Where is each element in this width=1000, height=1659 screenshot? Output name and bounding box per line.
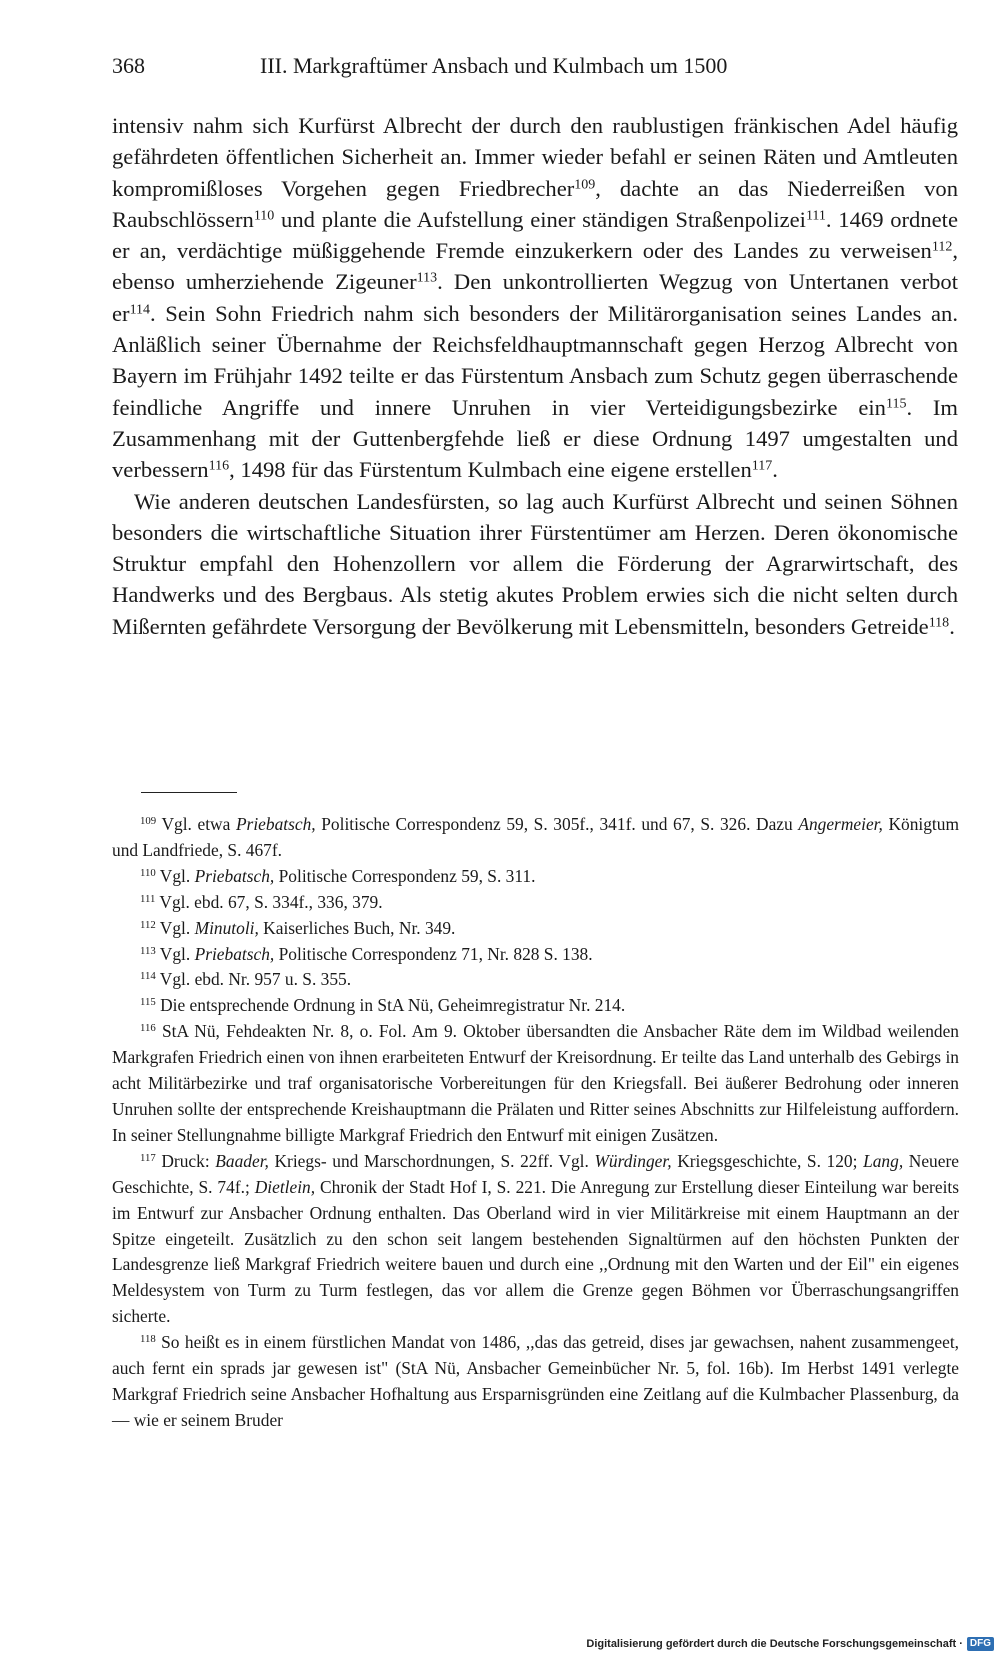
author-name: Angermeier, xyxy=(798,814,883,834)
footnote-number: 115 xyxy=(140,996,156,1009)
author-name: Lang, xyxy=(863,1150,904,1171)
credit-text: Digitalisierung gefördert durch die Deutsche Forschungsgemeinschaft · xyxy=(586,1638,963,1650)
footnote: $^{118}$ So heißt es in einem fürstlichen Mandat von 1486, ,,das das getreid, dises jar gewachsen, nahent zusammengeet, auch fernt ein sprads jar gewesen ist" (StA Nü, Ansbacher Gemeinbücher Nr. 5, fol. 16b). Im Herbst 1491 verlegte Markgraf Friedrich seine Ansbacher Hofhaltung aus Ersparnisgründen eine Zeitlang auf die Kulmbacher Plassenburg, da — wie er seinem Bruder xyxy=(112,1332,959,1430)
footnote-separator xyxy=(141,792,237,793)
footnote-ref[interactable]: 113 xyxy=(416,270,438,286)
main-text xyxy=(112,110,958,642)
footnote-number: 117 xyxy=(140,1151,156,1164)
footnote-ref[interactable]: 111 xyxy=(805,208,826,224)
author-name: Priebatsch, xyxy=(194,865,275,886)
paragraph: Wie anderen deutschen Landesfürsten, so lag auch Kurfürst Albrecht und seinen Söhnen besonders die wirtschaftliche Situation ihrer Fürstentümer am Herzen. Deren ökonomische Struktur empfahl den Hohenzollern vor allem die Förderung der Agrarwirtschaft, des Handwerks und des Bergbaus. Als stetig akutes Problem erwies sich die nicht selten durch Mißernten gefährdete Versorgung der Bevölkerung mit Lebensmitteln, besonders Getreide$^{118}$. xyxy=(112,488,958,639)
footnote-number: 114 xyxy=(140,970,156,983)
footnote-ref[interactable]: 117 xyxy=(751,458,773,474)
digitization-credit xyxy=(586,1633,994,1655)
footnote-number: 112 xyxy=(140,918,156,931)
page-header xyxy=(112,48,960,84)
footnote-ref[interactable]: 109 xyxy=(574,176,596,192)
page-number: 368 xyxy=(112,53,145,78)
footnote: $^{114}$ Vgl. ebd. Nr. 957 u. S. 355. xyxy=(140,969,352,990)
footnote: $^{112}$ Vgl. Minutoli, Kaiserliches Buch, Nr. 349. xyxy=(140,917,456,938)
author-name: Dietlein, xyxy=(254,1176,316,1197)
running-title: III. Markgraftümer Ansbach und Kulmbach um 1500 xyxy=(260,53,728,78)
author-name: Priebatsch, xyxy=(235,814,316,834)
footnote-number: 113 xyxy=(140,944,156,957)
footnote-ref[interactable]: 115 xyxy=(885,395,907,411)
paragraph: intensiv nahm sich Kurfürst Albrecht der durch den raublustigen fränkischen Adel häufig gefährdeten öffentlichen Sicherheit an. Immer wieder befahl er seinen Räten und Amtleuten kompromißloses Vorgehen gegen Friedbrecher$^{109}$, dachte an das Niederreißen von Raubschlössern$^{110}$ und plante die Aufstellung einer ständigen Straßenpolizei$^{111}$. 1469 ordnete er an, verdächtige müßiggehende Fremde einzukerkern oder des Landes zu verweisen$^{112}$, ebenso umherziehende Zigeuner$^{113}$. Den unkontrollierten Wegzug von Untertanen verbot $er^{114}$. Sein Sohn Friedrich nahm sich besonders der Militärorganisation seines Landes an. Anläßlich seiner Übernahme der Reichsfeldhauptmannschaft gegen Herzog Albrecht von Bayern im Frühjahr 1492 teilte er das Fürstentum Ansbach zum Schutz gegen überraschende feindliche Angriffe und innere Unruhen in vier Verteidigungsbezirke ein$^{115}$. Im Zusammenhang mit der Guttenbergfehde ließ er diese Ordnung 1497 umgestalten und verbessern$^{116}$, 1498 für das Fürstentum Kulmbach eine eigene erstellen$^{117}$. xyxy=(112,113,958,483)
footnote-ref[interactable]: 112 xyxy=(931,239,953,255)
footnote-ref[interactable]: 114 xyxy=(129,302,151,318)
footnote: $^{117}$ Druck: Baader, Kriegs- und Marschordnungen, S. 22ff. Vgl. Würdinger, Kriegsgeschichte, S. 120; Lang, Neuere Geschichte, S. 74f.; Dietlein, Chronik der Stadt Hof I, S. 221. Die Anregung zur Erstellung dieser Einteilung war bereits im Entwurf zur Ansbacher Ordnung enthalten. Das Oberland wird in vier Militärkreise mit einem Hauptmann an der Spitze eingeteilt. Zusätzlich zu den schon seit langem bestehenden Signaltürmen auf den höchsten Punkten der Landesgrenze ließ Markgraf Friedrich weitere bauen und durch eine ,,Ordnung mit den Warten und der Eil" ein eigenes Meldesystem von Turm zu Turm festlegen, das vor allem die Grenze gegen Böhmen vor Überraschungsangriffen sicherte. xyxy=(112,1150,960,1327)
footnote: $^{109}$ Vgl. etwa Priebatsch, Politische Correspondenz 59, S. 305f., 341f. und 67, S. 326. Dazu Angermeier, Königtum und Landfriede, S. 467f. xyxy=(112,814,959,860)
footnote-ref[interactable]: 110 xyxy=(253,208,275,224)
footnotes xyxy=(112,812,959,1434)
footnote-number: 111 xyxy=(140,892,156,905)
footnote-ref[interactable]: 118 xyxy=(928,615,950,631)
author-name: Priebatsch, xyxy=(194,943,275,964)
footnote: $^{116}$ StA Nü, Fehdeakten Nr. 8, o. Fol. Am 9. Oktober übersandten die Ansbacher Räte dem im Wildbad weilenden Markgrafen Friedrich einen von ihnen erarbeiteten Entwurf der Kreisordnung. Er teilte das Land unterhalb des Gebirgs in acht Militärbezirke und traf organisatorische Vorbereitungen für den Kriegsfall. Bei äußerer Bedrohung oder inneren Unruhen sollte der entsprechende Kreishauptmann die Prälaten und Ritter seines Abschnitts zur Hilfeleistung auffordern. In seiner Stellungnahme billigte Markgraf Friedrich den Entwurf mit einigen Zusätzen. xyxy=(112,1021,959,1145)
footnote: $^{111}$ Vgl. ebd. 67, S. 334f., 336, 379. xyxy=(140,891,383,912)
footnote-number: 118 xyxy=(140,1333,156,1346)
footnote-number: 110 xyxy=(140,866,156,879)
footnote-number: 109 xyxy=(140,815,157,828)
author-name: Minutoli, xyxy=(194,917,259,938)
footnote: $^{113}$ Vgl. Priebatsch, Politische Correspondenz 71, Nr. 828 S. 138. xyxy=(140,943,593,964)
footnote-ref[interactable]: 116 xyxy=(208,458,230,474)
author-name: Baader, xyxy=(215,1150,269,1171)
footnote: $^{115}$ Die entsprechende Ordnung in StA Nü, Geheimregistratur Nr. 214. xyxy=(140,995,626,1016)
author-name: Würdinger, xyxy=(594,1150,672,1171)
dfg-logo: DFG xyxy=(967,1637,994,1651)
footnote: $^{110}$ Vgl. Priebatsch, Politische Correspondenz 59, S. 311. xyxy=(140,865,536,886)
footnote-number: 116 xyxy=(140,1022,156,1035)
